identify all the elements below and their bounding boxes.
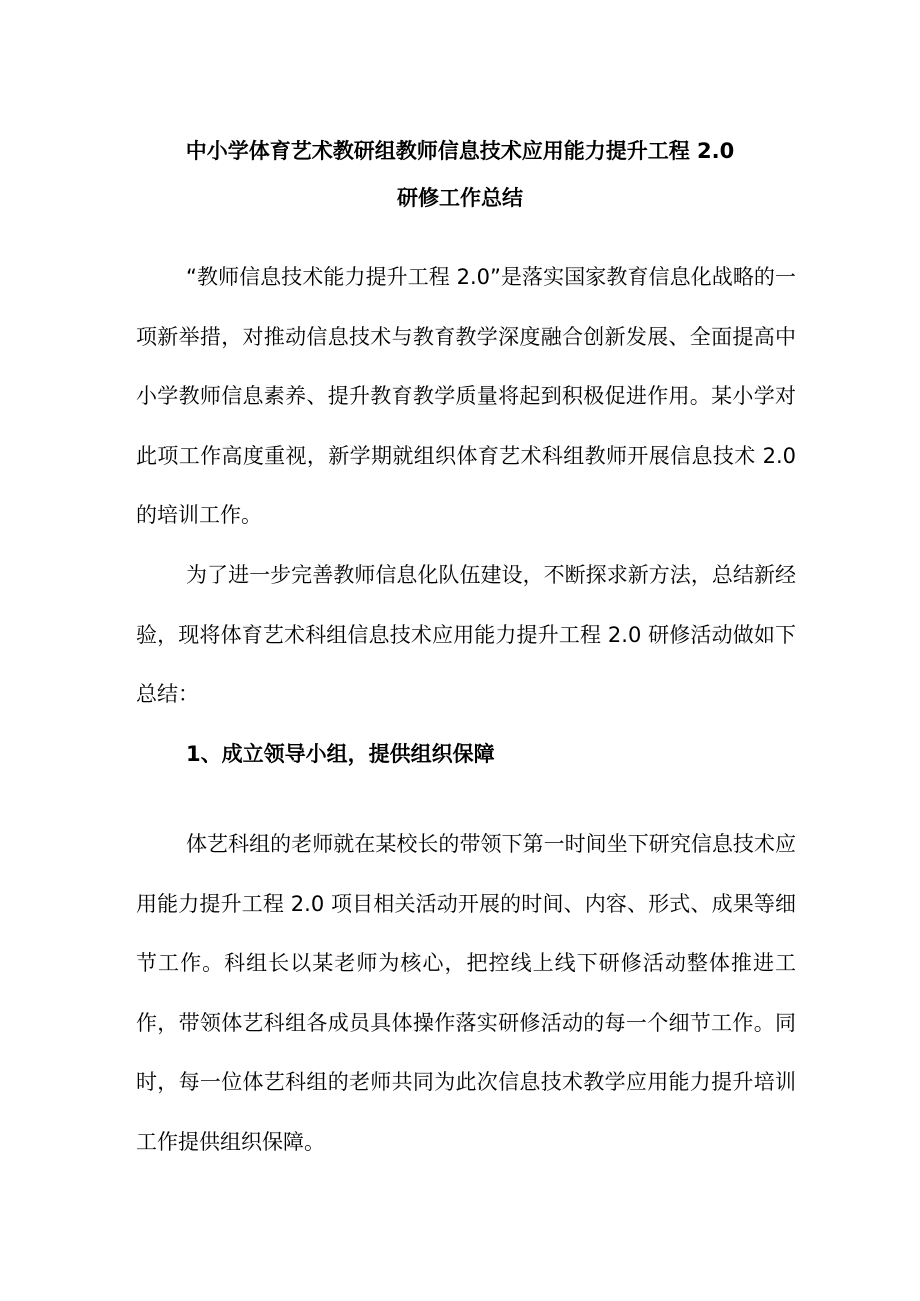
summary-paragraph: 为了进一步完善教师信息化队伍建设，不断探求新方法，总结新经验，现将体育艺术科组信息技术应用能力提升工程 2.0 研修活动做如下总结： xyxy=(136,563,796,706)
document-subtitle: 研修工作总结 xyxy=(397,186,523,210)
intro-paragraph: “教师信息技术能力提升工程 2.0”是落实国家教育信息化战略的一项新举措，对推动信息技术与教育教学深度融合创新发展、全面提高中小学教师信息素养、提升教育教学质量将起到积极促进作用。某小学对此项工作高度重视，新学期就组织体育艺术科组教师开展信息技术 2.0 的培训工作。 xyxy=(136,265,796,527)
section-paragraph: 体艺科组的老师就在某校长的带领下第一时间坐下研究信息技术应用能力提升工程 2.0 项目相关活动开展的时间、内容、形式、成果等细节工作。科组长以某老师为核心，把控线上线下研修活动整体推进工作，带领体艺科组各成员具体操作落实研修活动的每一个细节工作。同时，每一位体艺科组的老师共同为此次信息技术教学应用能力提升培训工作提供组织保障。 xyxy=(136,832,796,1154)
section-heading: 1、成立领导小组，提供组织保障 xyxy=(186,742,495,766)
document-title: 中小学体育艺术教研组教师信息技术应用能力提升工程 2.0 xyxy=(185,139,735,163)
